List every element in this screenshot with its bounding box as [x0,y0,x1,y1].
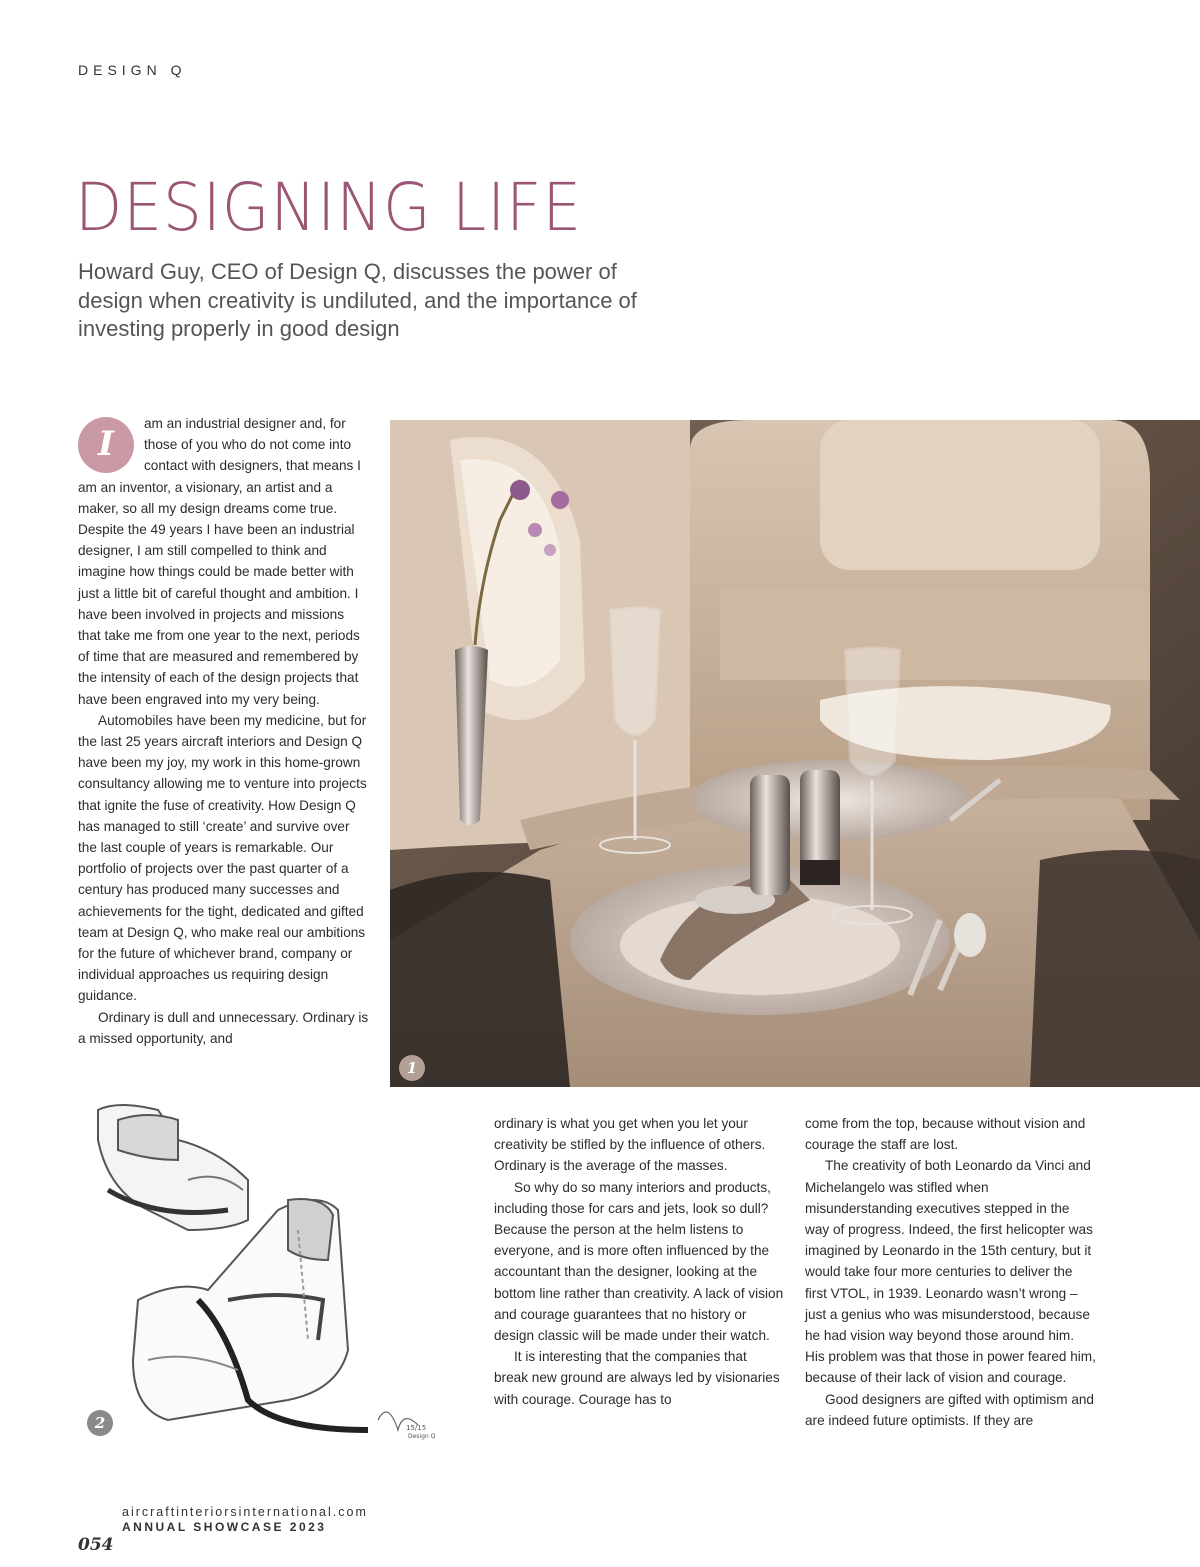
standfirst: Howard Guy, CEO of Design Q, discusses the power of design when creativity is undiluted, and the importance of investing properly in good design [78,259,637,341]
body-column-3 [805,1113,1097,1431]
paragraph: Good designers are gifted with optimism and are indeed future optimists. If they are [805,1391,1094,1428]
svg-text:Design Q: Design Q [408,1433,436,1440]
drop-cap: I [78,417,134,473]
paragraph: Automobiles have been my medicine, but for the last 25 years aircraft interiors and Design Q have been my joy, my work in this home-grown consultancy allowing me to venture into projects that ignite the fuse of creativity. How Design Q has managed to still ‘create’ and survive over the last couple of years is remarkable. Our portfolio of projects over the past quarter of a century has produced many successes and achievements for the tight, dedicated and gifted team at Design Q, who make real our ambitions for the future of whichever brand, company or individual approaches us requiring design guidance. [78,712,367,1004]
paragraph: am an industrial designer and, for those of you who do not come into contact with designers, that means I am an inventor, a visionary, an artist and a maker, so all my design dreams come true. Despite the 49 years I have been an industrial designer, I am still compelled to think and imagine how things could be made better with just a little bit of careful thought and ambition. I have been involved in projects and missions that take me from one year to the next, periods of time that are measured and remembered by the intensity of each of the design projects that have been engraved into my very being. [78,416,361,707]
article-title: DESIGNING LIFE [75,169,583,246]
figure-1-label: 1 [399,1055,425,1081]
svg-text:15/15: 15/15 [406,1424,427,1432]
paragraph: So why do so many interiors and products, including those for cars and jets, look so dull? Because the person at the helm listens to everyone, and is more often influenced by the accountant than the designer, looking at the bottom line rather than creativity. A lack of vision and courage guarantees that no history or design classic will be made under their watch. [494,1179,784,1344]
figure-2-label: 2 [87,1410,113,1436]
paragraph: The creativity of both Leonardo da Vinci and Michelangelo was stifled when misunderstanding executives stepped in the way of progress. Indeed, the first helicopter was imagined by Leonardo in the 15th century, but it would take four more centuries to deliver the first VTOL, in 1939. Leonardo wasn’t wrong – just a genius who was misunderstood, because he had vision way beyond those around him. His problem was that those in power feared him, because of their lack of vision and courage. [805,1158,1096,1386]
paragraph: Ordinary is dull and unnecessary. Ordinary is a missed opportunity, and [78,1009,369,1046]
body-column-2 [494,1113,784,1410]
website-link[interactable]: aircraftinteriorsinternational.com [122,1505,368,1519]
section-tag: DESIGN Q [78,62,187,78]
paragraph: ordinary is what you get when you let your creativity be stifled by the influence of others. Ordinary is the average of the masses. [494,1116,766,1174]
paragraph: It is interesting that the companies that break new ground are always led by visionaries with courage. Courage has to [494,1349,780,1407]
cabin-dining-photo [390,420,1200,1087]
paragraph: come from the top, because without vision and courage the staff are lost. [805,1116,1086,1153]
page-number: 054 [78,1535,114,1555]
body-column-1 [78,413,370,1049]
seat-sketch-illustration [78,1100,450,1450]
issue-name: ANNUAL SHOWCASE 2023 [122,1520,327,1534]
